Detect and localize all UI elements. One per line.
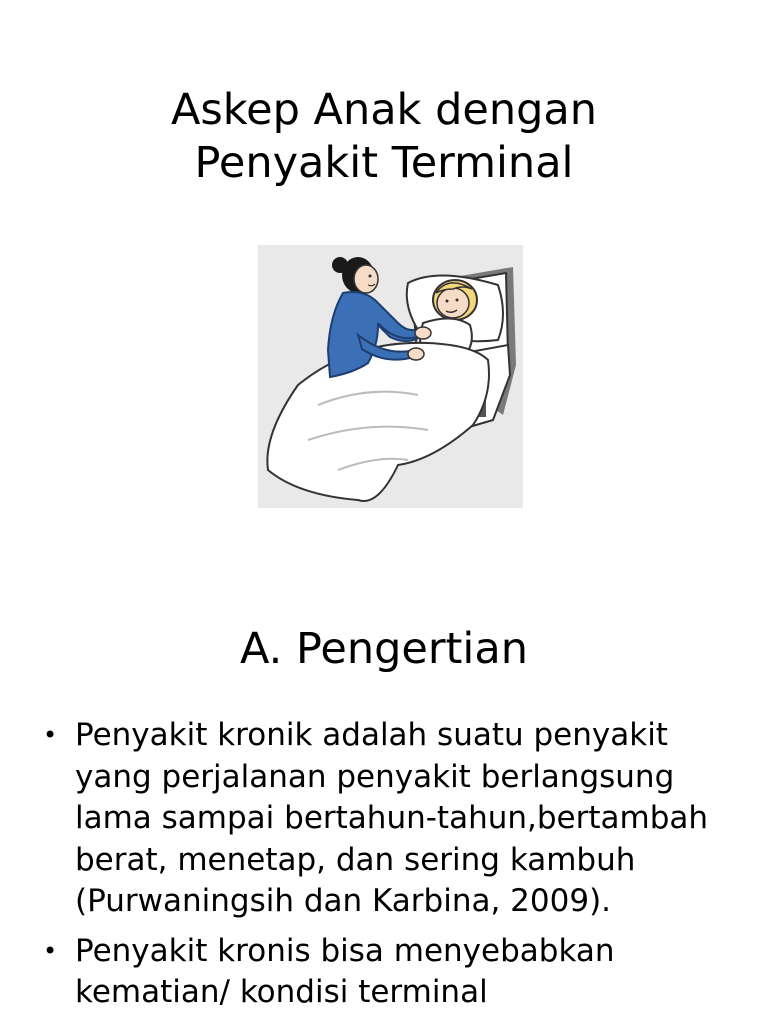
bullet-marker: • (43, 721, 58, 749)
title-line-2: Penyakit Terminal (194, 138, 574, 188)
bullet-text: Penyakit kronis bisa menyebabkan kematian/ kondisi terminal (75, 932, 615, 1010)
section-heading: A. Pengertian (240, 624, 528, 674)
bullet-list (0, 715, 768, 1022)
nurse-caring-for-patient-in-bed-icon (258, 245, 523, 508)
page-title (0, 84, 768, 190)
bullet-text: Penyakit kronik adalah suatu penyakit yang perjalanan penyakit berlangsung lama sampai bertahun-tahun,bertambah berat, menetap, dan sering kambuh (Purwaningsih dan Karbina, 2009). (75, 717, 709, 919)
list-item (0, 715, 768, 923)
bullet-marker: • (43, 936, 58, 965)
title-line-1: Askep Anak dengan (170, 85, 598, 135)
list-item (0, 931, 768, 1014)
nurse-patient-illustration (258, 245, 523, 508)
